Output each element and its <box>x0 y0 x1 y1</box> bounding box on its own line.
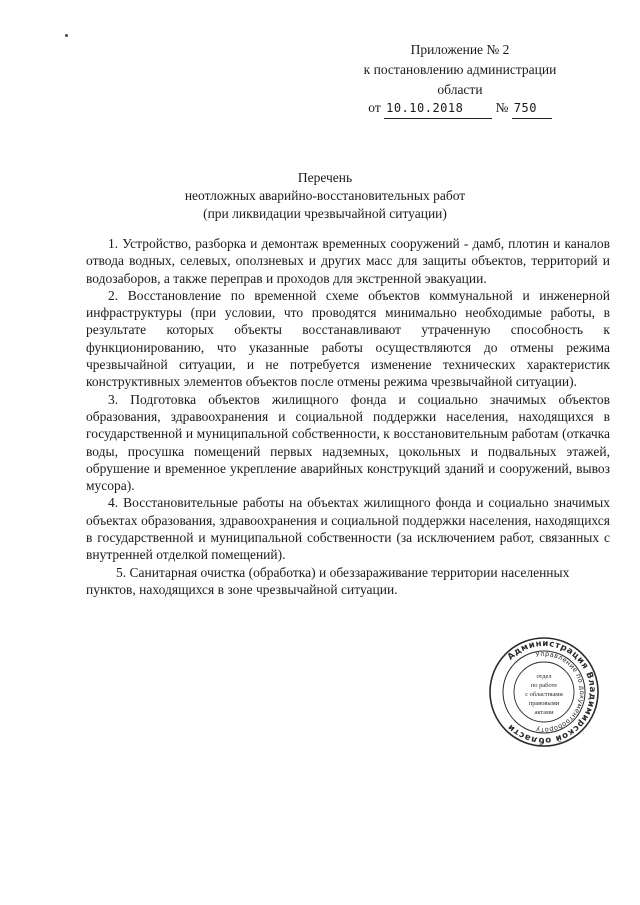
list-item: 5. Санитарная очистка (обработка) и обеззараживание территории населенных пунктов, находящихся в зоне чрезвычайной ситуации. <box>86 564 570 597</box>
stamp-outer-text: Администрация Владимирской области <box>505 638 598 746</box>
works-list <box>86 235 610 598</box>
decree-date: 10.10.2018 <box>384 98 492 119</box>
document-title: Перечень <box>297 170 353 185</box>
appendix-region: области <box>437 82 483 97</box>
stamp-center-line: по работе <box>530 682 558 689</box>
list-item: 2. Восстановление по временной схеме объектов коммунальной и инженерной инфраструктуры (при условии, что проводятся минимально необходимые работы, в результате которых объекты восстанавливают утраченную способность к функционированию, что указанные работы осуществляются до отмены режима чрезвычайной ситуации, и не потребуется изменение технических характеристик конструктивных элементов объектов после отмены режима чрезвычайной ситуации). <box>86 287 610 390</box>
list-item: 4. Восстановительные работы на объектах жилищного фонда и социально значимых объектах образования, здравоохранения и социальной поддержки населения, находящихся в государственной и муниципальной собственности (за исключением работ, связанных с внутренней отделкой помещений). <box>86 495 610 563</box>
list-item: 1. Устройство, разборка и демонтаж временных сооружений - дамб, плотин и каналов отвода водных, селевых, оползневых и других масс для защиты объектов, территорий и водозаборов, а также переправ и проходов для экстренной эвакуации. <box>86 236 610 286</box>
document-subtitle: неотложных аварийно-восстановительных работ <box>184 188 466 203</box>
list-item: 3. Подготовка объектов жилищного фонда и социально значимых объектов образования, здравоохранения и социальной поддержки населения, находящихся в государственной и муниципальной собственности, к восстановительным работам (откачка воды, просушка помещений первых надземных, цокольных и подвальных этажей, обрушение и временное укрепление аварийных конструкций зданий и сооружений, вывоз мусора). <box>86 391 610 494</box>
stamp-inner-text: Управление по документообороту <box>535 649 587 735</box>
appendix-reference: к постановлению администрации <box>363 62 557 77</box>
stamp-center-line: правовыми <box>528 700 560 707</box>
scan-speck <box>65 34 68 37</box>
official-stamp <box>488 636 600 748</box>
stamp-center-line: актами <box>534 709 554 716</box>
number-prefix: № <box>495 100 509 115</box>
decree-date-number <box>330 98 590 119</box>
stamp-center-line: отдел <box>536 673 552 680</box>
date-prefix: от <box>368 100 381 115</box>
appendix-number: Приложение № 2 <box>410 42 510 57</box>
document-subtitle-note: (при ликвидации чрезвычайной ситуации) <box>203 206 447 221</box>
decree-number: 750 <box>512 98 552 119</box>
stamp-center-line: с областными <box>525 691 563 698</box>
